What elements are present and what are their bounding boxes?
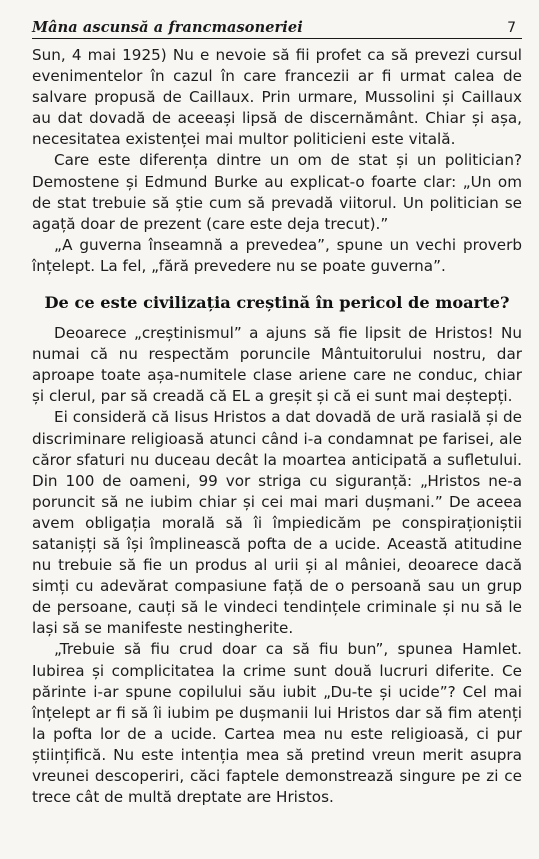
paragraph: „Trebuie să fiu crud doar ca să fiu bun”, spunea Hamlet. Iubirea și complicitatea la crime sunt două lucruri diferite. Ce părinte i-ar spune copilului său iubit „Du-te și ucide”? Cel mai înțelept ar fi să îi iubim pe dușmanii lui Hristos dar să fim atenți la pofta lor de a ucide. Cartea mea nu este religioasă, ci pur științifică. Nu este intenția mea să pretind vreun merit asupra vreunei descoperiri, căci faptele demonstrează singure pe zi ce trece cât de multă dreptate are Hristos.: [32, 640, 522, 807]
running-title: Mâna ascunsă a francmasoneriei: [32, 19, 303, 36]
paragraph: „A guverna înseamnă a prevedea”, spune un vechi proverb înțelept. La fel, „fără prevedere nu se poate guverna”.: [32, 235, 522, 275]
page-number: 7: [507, 20, 516, 36]
section-heading: De ce este civilizația creștină în pericol de moarte?: [44, 293, 510, 313]
paragraph: Care este diferența dintre un om de stat și un politician? Demostene și Edmund Burke au explicat-o foarte clar: „Un om de stat trebuie să știe cum să prevadă viitorul. Un politician se agață doar de prezent (care este deja trecut).”: [32, 151, 522, 233]
running-header: [32, 12, 522, 39]
paragraph: Deoarece „creștinismul” a ajuns să fie lipsit de Hristos! Nu numai că nu respectăm poruncile Mântuitorului nostru, dar aproape toate așa-numitele clase ariene care ne conduc, chiar și clerul, par să creadă că EL a greșit și că ei sunt mai deștepți.: [32, 324, 522, 406]
paragraph: Sun, 4 mai 1925) Nu e nevoie să fii profet ca să prevezi cursul evenimentelor în cazul în care francezii ar fi urmat calea de salvare propusă de Caillaux. Prin urmare, Mussolini și Caillaux au dat dovadă de aceeași lipsă de discernământ. Chiar și așa, necesitatea existenței mai multor politicieni este vitală.: [32, 46, 522, 149]
body-text: [32, 45, 522, 808]
paragraph: Ei consideră că Iisus Hristos a dat dovadă de ură rasială și de discriminare religioasă atunci când i-a condamnat pe farisei, ale căror sfaturi nu duceau decât la moartea anticipată a sufletului. Din 100 de oameni, 99 vor striga cu siguranță: „Hristos ne-a poruncit să ne iubim chiar și cei mai mari dușmani.” De aceea avem obligația morală să îi împiedicăm pe conspiraționiștii satanișți să își împlinească pofta de a ucide. Această atitudine nu trebuie să fie un produs al urii și al mâniei, deoarece dacă simți cu adevărat compasiune față de o persoană sau un grup de persoane, cauți să le vindeci tendințele criminale și nu să le lași să se manifeste nestingherite.: [32, 408, 522, 638]
